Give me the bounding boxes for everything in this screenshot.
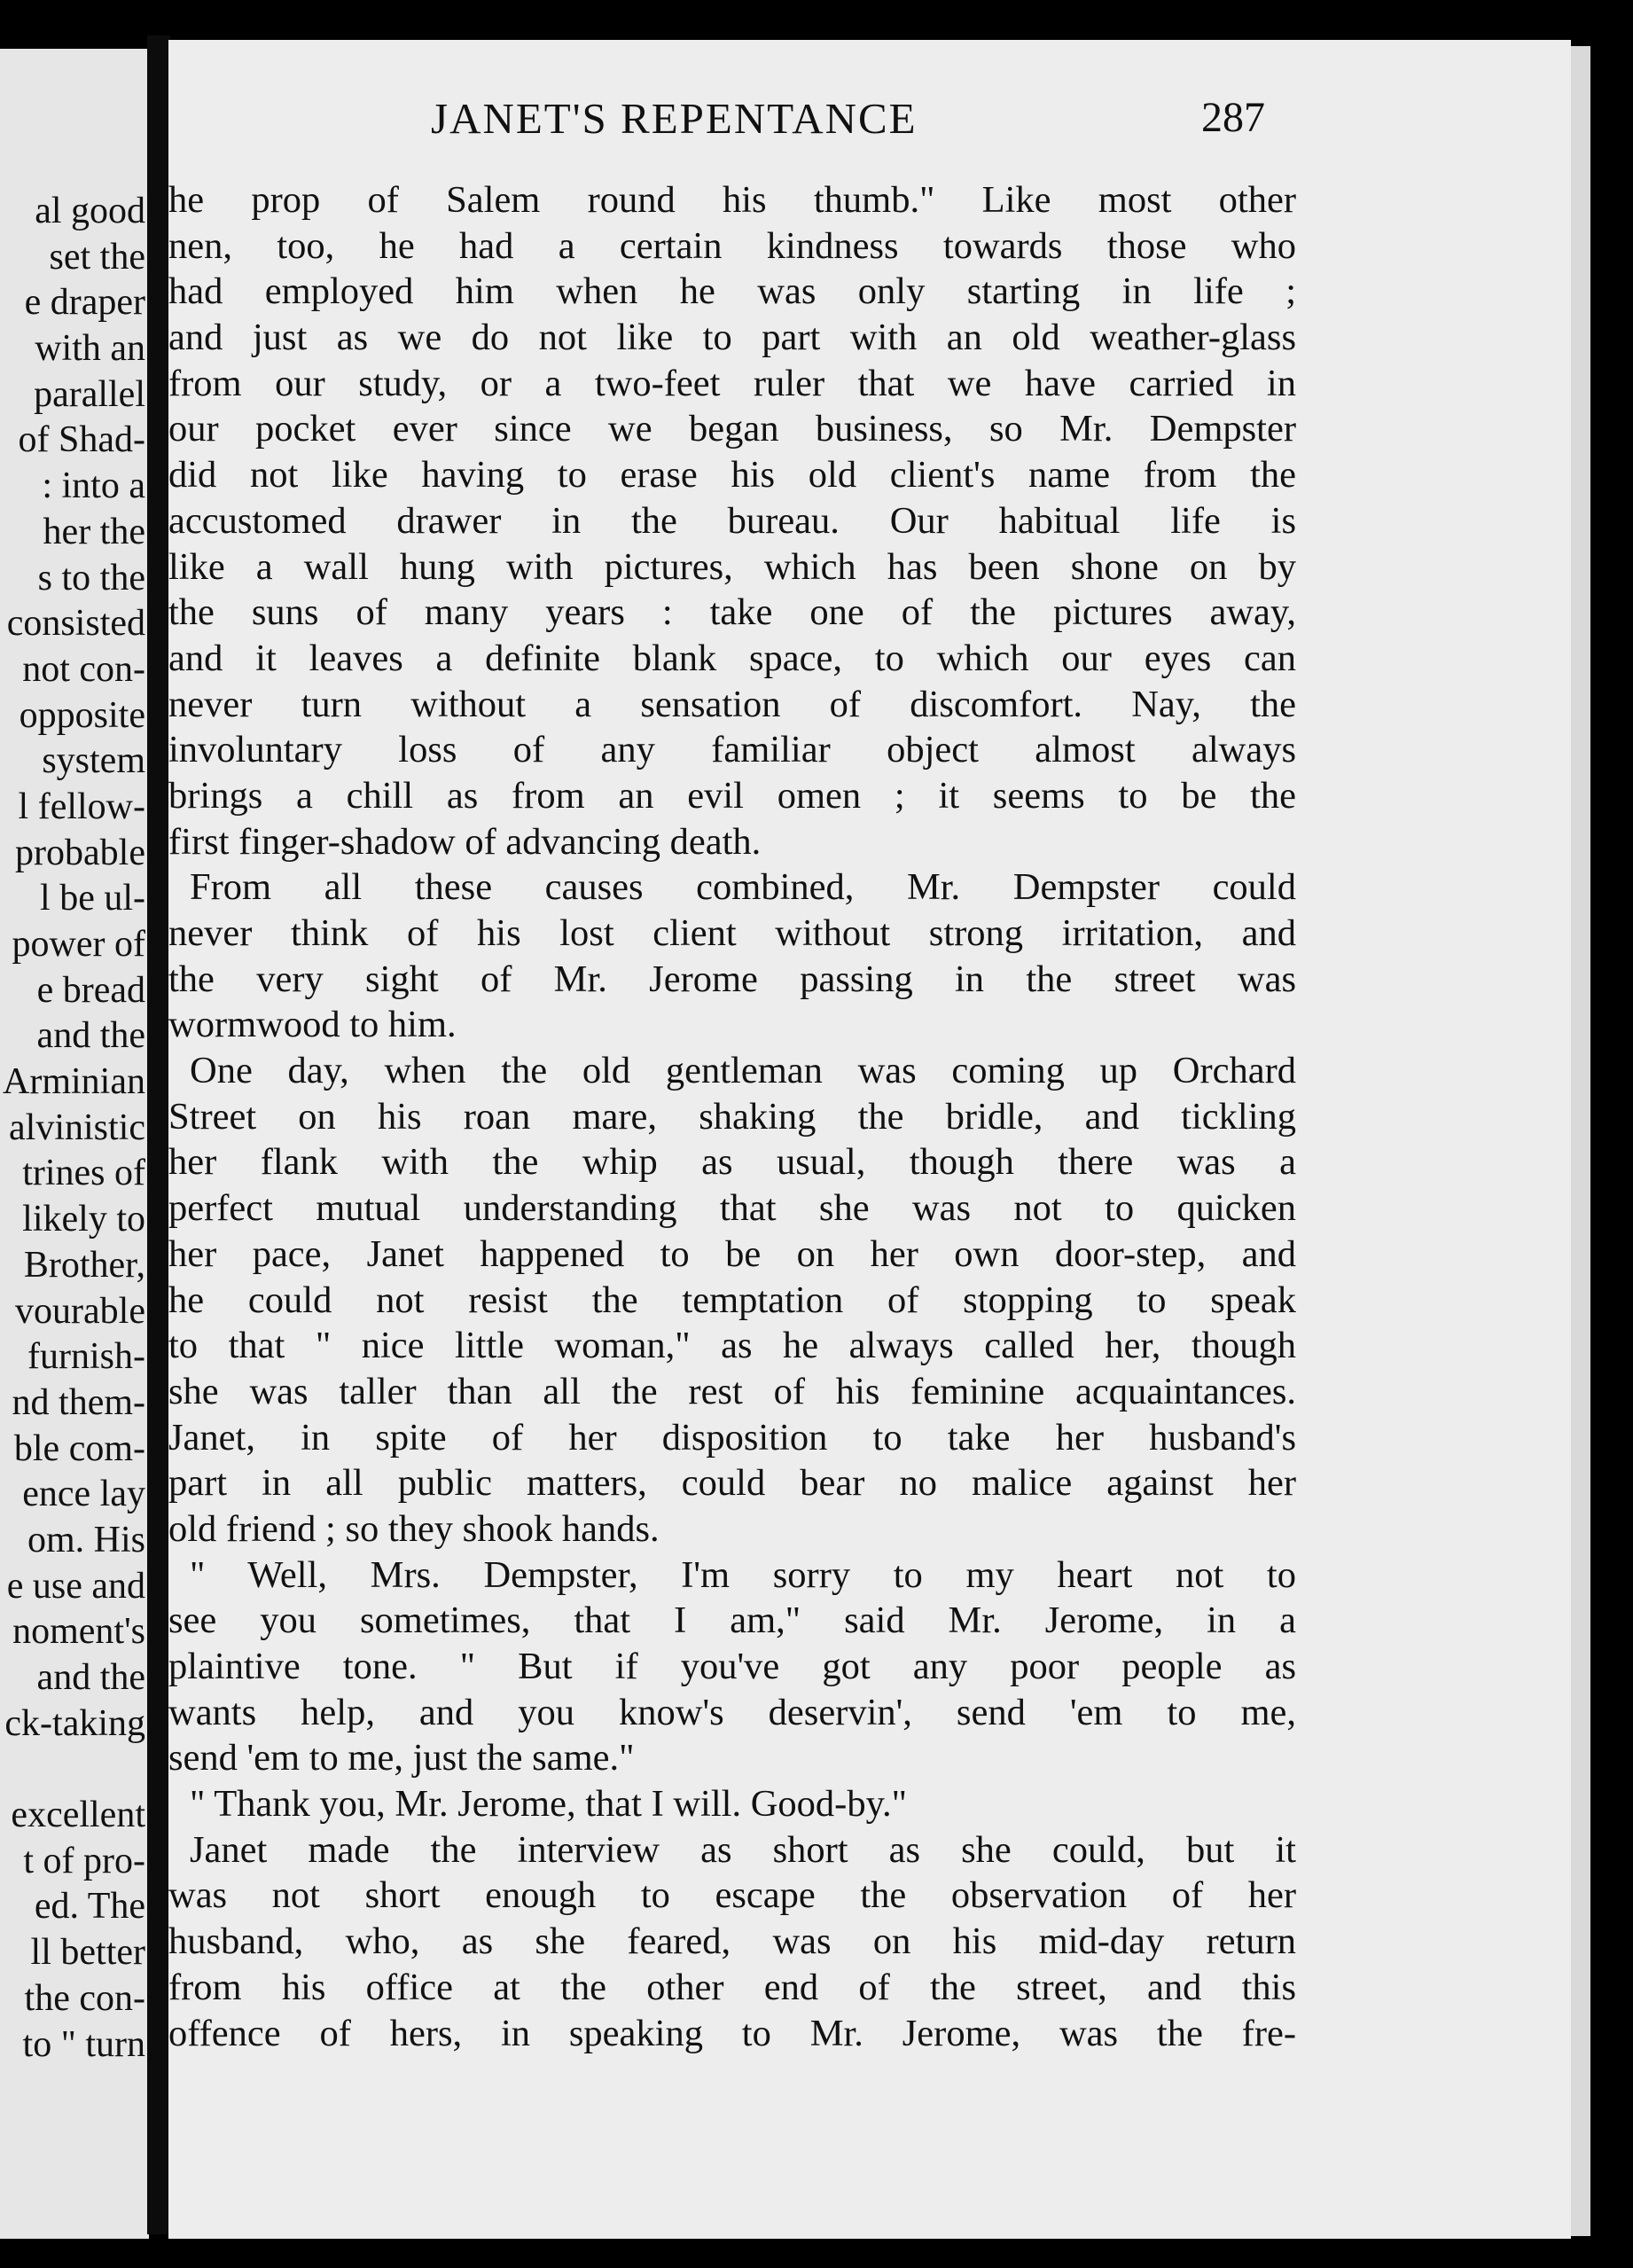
- left-text-line: ck-taking: [4, 1702, 145, 1744]
- left-text-line: om. His: [27, 1519, 145, 1560]
- text-line: did not like having to erase his old client's name from the: [168, 454, 1296, 497]
- text-line: from his office at the other end of the street, and this: [168, 1966, 1296, 2008]
- left-text-line: s to the: [37, 557, 145, 598]
- left-text-line: noment's: [12, 1611, 145, 1653]
- left-text-line: trines of: [22, 1153, 145, 1194]
- left-text-line: consisted: [6, 603, 145, 645]
- text-line: he could not resist the temptation of stopping to speak: [168, 1279, 1296, 1321]
- text-line: never think of his lost client without strong irritation, and: [168, 912, 1296, 954]
- left-text-line: the con-: [24, 1977, 145, 2019]
- left-text-line: ed. The: [34, 1886, 145, 1928]
- left-text-line: and the: [36, 1657, 145, 1698]
- text-line: first finger-shadow of advancing death.: [168, 820, 762, 863]
- left-text-line: of Shad-: [18, 419, 145, 461]
- left-text-line: alvinistic: [9, 1107, 145, 1148]
- text-line: accustomed drawer in the bureau. Our habitual life is: [168, 499, 1296, 542]
- left-text-line: l be ul-: [40, 878, 145, 919]
- text-line: like a wall hung with pictures, which has been shone on by: [168, 545, 1296, 588]
- left-text-line: furnish-: [27, 1336, 145, 1378]
- left-text-line: ll better: [30, 1932, 145, 1974]
- text-line: offence of hers, in speaking to Mr. Jerome, was the fre-: [168, 2012, 1296, 2054]
- left-text-line: her the: [43, 511, 145, 552]
- left-text-line: to " turn: [22, 2023, 145, 2065]
- text-line: Street on his roan mare, shaking the bridle, and tickling: [168, 1095, 1296, 1138]
- text-line: send 'em to me, just the same.": [168, 1737, 635, 1779]
- text-line: she was taller than all the rest of his feminine acquaintances.: [168, 1370, 1296, 1412]
- left-text-line: not con-: [22, 648, 145, 690]
- running-title: JANET'S REPENTANCE: [431, 94, 918, 143]
- text-line: and it leaves a definite blank space, to which our eyes can: [168, 637, 1296, 679]
- text-line: the suns of many years : take one of the pictures away,: [168, 591, 1296, 634]
- left-text-line: e bread: [36, 969, 145, 1011]
- left-text-line: power of: [12, 924, 145, 965]
- left-text-line: nd them-: [12, 1381, 145, 1423]
- left-text-line: ence lay: [22, 1474, 145, 1515]
- left-page-fragment: [0, 49, 149, 2239]
- running-head: [168, 93, 1383, 152]
- left-text-line: al good: [35, 191, 145, 231]
- left-text-line: probable: [15, 832, 145, 873]
- text-line: part in all public matters, could bear no malice against her: [168, 1462, 1296, 1505]
- text-line: perfect mutual understanding that she was not to quicken: [168, 1187, 1296, 1230]
- text-line: had employed him when he was only starting in life ;: [168, 270, 1296, 313]
- left-text-line: opposite: [19, 694, 145, 736]
- text-line: From all these causes combined, Mr. Dempster could: [190, 866, 1296, 909]
- text-line: plaintive tone. " But if you've got any poor people as: [168, 1646, 1296, 1687]
- text-line: wormwood to him.: [168, 1004, 457, 1046]
- left-text-line: and the: [36, 1015, 145, 1057]
- text-line: One day, when the old gentleman was coming up Orchard: [190, 1050, 1296, 1092]
- body-text: [168, 177, 1296, 2056]
- left-text-line: Brother,: [23, 1244, 145, 1286]
- text-line: and just as we do not like to part with an old weather-glass: [168, 317, 1296, 359]
- right-page: [168, 40, 1571, 2239]
- page-number: 287: [1201, 94, 1265, 141]
- left-text-line: ble com-: [13, 1427, 145, 1469]
- text-line: " Well, Mrs. Dempster, I'm sorry to my heart not to: [190, 1553, 1296, 1596]
- text-line: see you sometimes, that I am," said Mr. Jerome, in a: [168, 1599, 1296, 1642]
- text-line: was not short enough to escape the observation of her: [168, 1874, 1296, 1917]
- left-text-line: e draper: [24, 282, 145, 324]
- text-line: old friend ; so they shook hands.: [168, 1507, 660, 1550]
- left-text-line: likely to: [22, 1199, 145, 1240]
- text-line: never turn without a sensation of discomfort. Nay, the: [168, 683, 1296, 725]
- left-page-text: [3, 189, 145, 2068]
- text-line: Janet, in spite of her disposition to take her husband's: [168, 1416, 1296, 1459]
- left-text-line: excellent: [11, 1795, 145, 1836]
- left-text-line: vourable: [15, 1290, 145, 1332]
- text-line: " Thank you, Mr. Jerome, that I will. Good-by.": [190, 1783, 908, 1826]
- text-line: to that " nice little woman," as he always called her, though: [168, 1325, 1296, 1367]
- left-text-line: [3, 1747, 145, 1793]
- left-text-line: parallel: [34, 373, 145, 415]
- text-line: her flank with the whip as usual, though there was a: [168, 1141, 1296, 1184]
- text-line: he prop of Salem round his thumb." Like most other: [168, 179, 1296, 221]
- text-line: from our study, or a two-feet ruler that we have carried in: [168, 362, 1296, 404]
- left-text-line: with an: [35, 328, 145, 370]
- text-line: wants help, and you know's deservin', send 'em to me,: [168, 1691, 1296, 1733]
- text-line: brings a chill as from an evil omen ; it seems to be the: [168, 774, 1296, 817]
- text-line: nen, too, he had a certain kindness towards those who: [168, 224, 1296, 267]
- text-line: Janet made the interview as short as she could, but it: [190, 1828, 1296, 1871]
- page-edge: [1571, 46, 1590, 2236]
- left-text-line: : into a: [42, 465, 145, 507]
- text-line: our pocket ever since we began business, so Mr. Dempster: [168, 408, 1296, 450]
- left-text-line: system: [42, 740, 145, 782]
- left-text-line: set the: [49, 236, 145, 278]
- left-text-line: l fellow-: [18, 786, 145, 827]
- text-line: husband, who, as she feared, was on his mid-day return: [168, 1920, 1296, 1963]
- text-line: the very sight of Mr. Jerome passing in the street was: [168, 958, 1296, 1000]
- text-line: involuntary loss of any familiar object almost always: [168, 729, 1296, 771]
- left-text-line: Arminian: [3, 1061, 145, 1103]
- left-text-line: e use and: [6, 1565, 145, 1607]
- book-gutter: [147, 35, 170, 2234]
- text-line: her pace, Janet happened to be on her own door-step, and: [168, 1232, 1296, 1275]
- left-text-line: t of pro-: [23, 1840, 145, 1881]
